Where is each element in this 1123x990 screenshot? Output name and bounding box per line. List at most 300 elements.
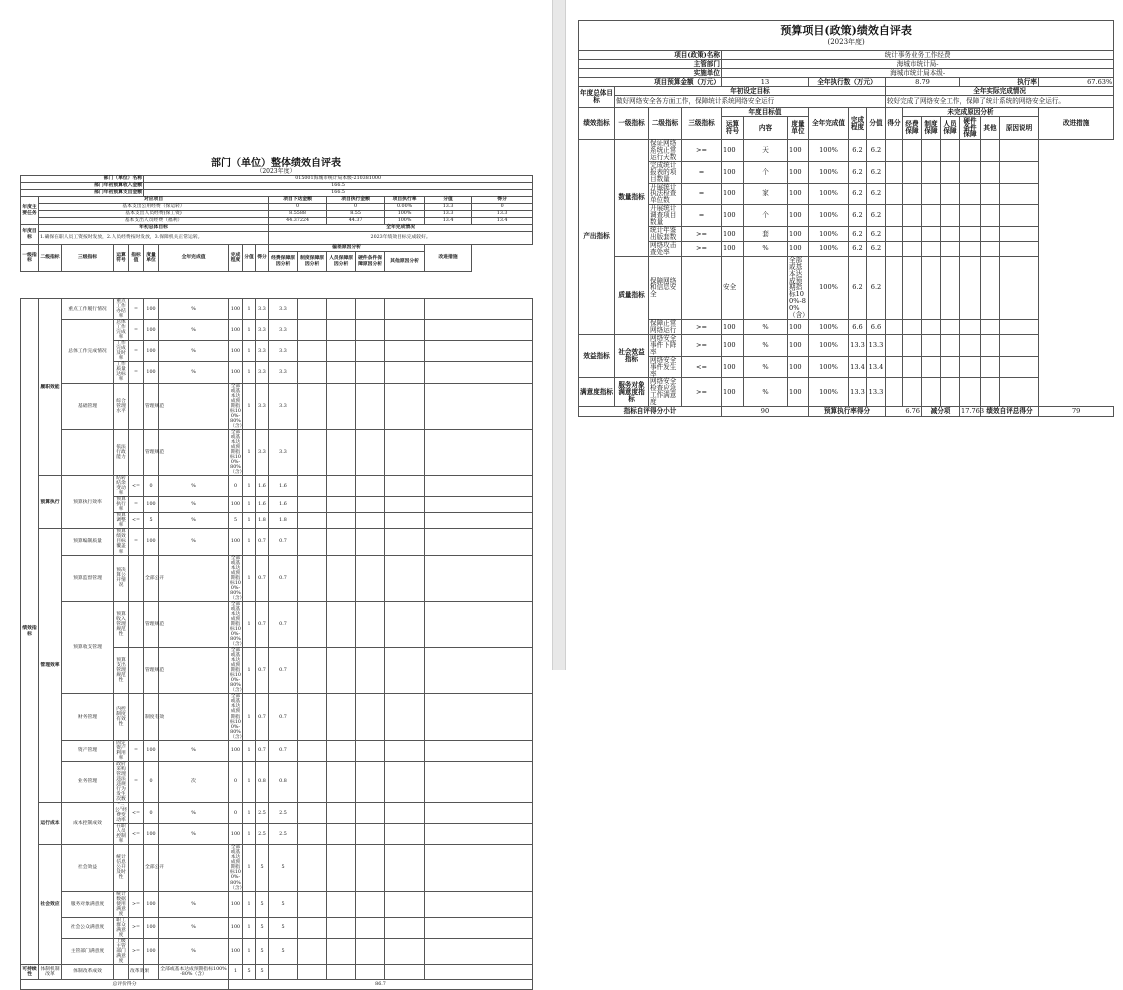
level2-cell: 基础管理 bbox=[62, 383, 114, 429]
reason-cell bbox=[903, 140, 922, 162]
value-cell bbox=[159, 601, 229, 647]
value-cell: 全部或基本达成预期指标100%-80%（含） bbox=[159, 965, 229, 980]
value-cell bbox=[159, 429, 229, 475]
reason-cell bbox=[886, 356, 903, 378]
done-cell: 100 bbox=[788, 205, 809, 227]
operator-cell: >= bbox=[682, 241, 722, 256]
value-cell: 全部或基本达成预期指标100%-80%（含） bbox=[230, 383, 245, 429]
deviation-cell bbox=[385, 761, 425, 802]
value-cell: 1 bbox=[243, 601, 256, 647]
value-cell: 1.8 bbox=[256, 513, 269, 529]
value-cell: = bbox=[129, 299, 144, 320]
right-document-page bbox=[566, 0, 1123, 670]
perf-indicator-label: 绩效指标 bbox=[21, 299, 39, 965]
value-cell bbox=[159, 648, 229, 694]
budget-rate-score-label: 预算执行率得分 bbox=[809, 407, 886, 417]
deviation-cell bbox=[425, 383, 533, 429]
value-cell: 1.6 bbox=[269, 497, 298, 513]
deviation-cell bbox=[385, 803, 425, 824]
level1-group: 履职效能 bbox=[39, 299, 62, 476]
budget-expense-value: 166.5 bbox=[144, 190, 533, 197]
col-why-desc: 原因说明 bbox=[1000, 117, 1039, 140]
deviation-cell bbox=[385, 555, 425, 601]
rate-cell: 100% bbox=[809, 161, 849, 183]
rate-cell: 100% bbox=[809, 256, 849, 319]
value-cell: 1 bbox=[243, 917, 256, 938]
score-cell: 6.2 bbox=[849, 183, 867, 205]
value-cell: 0 bbox=[144, 761, 159, 802]
left-evaluation-table bbox=[20, 175, 533, 272]
left-title: 部门（单位）整体绩效自评表 bbox=[211, 158, 341, 169]
reason-cell bbox=[960, 241, 981, 256]
value-cell: = bbox=[129, 529, 144, 555]
deviation-cell bbox=[385, 383, 425, 429]
goal-initial-text: 1.确保在职人员工资按时发放，2.人员经费按时发放，3.保障机关正常运转。 bbox=[39, 232, 269, 245]
service-satisfaction-indicator: 服务对象满意度指标 bbox=[615, 378, 649, 407]
reason-cell bbox=[960, 356, 981, 378]
level2-cell: 总体工作完成情况 bbox=[62, 320, 114, 383]
deviation-cell bbox=[356, 429, 385, 475]
indicator-row bbox=[21, 694, 533, 740]
value-cell: 0 bbox=[144, 476, 159, 497]
reason-cell bbox=[903, 205, 922, 227]
got-cell: 6.2 bbox=[867, 241, 886, 256]
level2-cell: 预算收支管理 bbox=[62, 601, 114, 694]
got-cell: 6.2 bbox=[867, 256, 886, 319]
col-why-hardware: 硬件条件保障 bbox=[960, 117, 981, 140]
deviation-cell bbox=[425, 824, 533, 845]
got-cell: 13.4 bbox=[867, 356, 886, 378]
output-indicator: 产出指标 bbox=[579, 140, 615, 335]
done-cell: 100 bbox=[788, 241, 809, 256]
level3-cell: 网络安全检查应急工作满意度 bbox=[649, 378, 682, 407]
value-cell: <= bbox=[129, 803, 144, 824]
col-target: 指标值 bbox=[129, 245, 144, 272]
deviation-cell bbox=[385, 965, 425, 980]
level3-cell: 保障网络和信息安全 bbox=[649, 256, 682, 319]
value-cell: 全部或基本达成预期指标100%-80%（含） bbox=[230, 845, 245, 891]
indicator-row bbox=[21, 429, 533, 475]
got-cell: 13.3 bbox=[867, 334, 886, 356]
value-cell: 全部公开 bbox=[144, 555, 159, 601]
deviation-cell bbox=[327, 845, 356, 891]
indicator-row bbox=[579, 356, 1114, 378]
improve-cell bbox=[425, 965, 533, 980]
value-cell: 100 bbox=[229, 740, 243, 761]
social-benefit-indicator: 社会效益指标 bbox=[615, 334, 649, 378]
deviation-cell bbox=[425, 917, 533, 938]
value-cell: 0 bbox=[144, 803, 159, 824]
content-cell: 100 bbox=[722, 205, 744, 227]
indicator-row bbox=[579, 378, 1114, 407]
reason-cell bbox=[903, 227, 922, 242]
indicator-row bbox=[21, 761, 533, 802]
deviation-cell bbox=[298, 320, 327, 341]
col-done: 全年完成值 bbox=[809, 108, 849, 140]
value-cell: 100 bbox=[229, 917, 243, 938]
annual-spent-label: 全年执行数（万元） bbox=[809, 78, 886, 87]
value-cell bbox=[129, 555, 144, 601]
value-cell: 5 bbox=[256, 938, 269, 964]
value-cell: 3.3 bbox=[256, 429, 269, 475]
col-operator: 运算符号 bbox=[722, 117, 744, 140]
level3-cell: 预算收入管理规范性 bbox=[114, 601, 129, 647]
reason-cell bbox=[922, 320, 941, 335]
reason-cell bbox=[903, 256, 922, 319]
deviation-cell bbox=[356, 845, 385, 891]
level3-cell: 保障正常网络运行 bbox=[649, 320, 682, 335]
unit-cell: 套 bbox=[744, 227, 788, 242]
rate-cell: 100% bbox=[809, 356, 849, 378]
indicator-row bbox=[579, 334, 1114, 356]
deviation-cell bbox=[385, 529, 425, 555]
deviation-cell bbox=[298, 845, 327, 891]
deviation-cell bbox=[327, 429, 356, 475]
value-cell: 全部或基本达成预期指标100%-80%（含） bbox=[230, 555, 245, 601]
total-score-value: 86.7 bbox=[229, 980, 533, 990]
value-cell: 0.7 bbox=[269, 740, 298, 761]
value-cell: 1 bbox=[243, 299, 256, 320]
score-cell: 6.2 bbox=[849, 161, 867, 183]
unit-cell: % bbox=[744, 320, 788, 335]
deviation-cell bbox=[327, 694, 356, 740]
value-cell: 0.7 bbox=[269, 694, 298, 740]
value-cell: 1 bbox=[243, 891, 256, 917]
level3-cell: 保证网络系统正常运行天数 bbox=[649, 140, 682, 162]
deviation-cell bbox=[298, 761, 327, 802]
done-cell: 100 bbox=[788, 161, 809, 183]
value-cell: 1 bbox=[243, 529, 256, 555]
col-dev-system: 制度保障原因分析 bbox=[298, 252, 327, 272]
level2-cell: 体制机制改革 bbox=[39, 965, 62, 980]
deviation-cell bbox=[385, 320, 425, 341]
done-cell: 100 bbox=[788, 320, 809, 335]
got-cell: 6.6 bbox=[867, 320, 886, 335]
col-got: 得分 bbox=[886, 108, 903, 140]
content-cell: 安全 bbox=[722, 256, 744, 319]
level2-cell: 重点工作履行情况 bbox=[62, 299, 114, 320]
reason-cell bbox=[981, 227, 1000, 242]
content-cell: 100 bbox=[722, 161, 744, 183]
value-cell: 0.7 bbox=[269, 601, 298, 647]
value-cell: 5 bbox=[256, 965, 269, 980]
level3-cell: 统计数据使用满意度 bbox=[114, 891, 129, 917]
level3-cell: 开展统计调查项目数量 bbox=[649, 205, 682, 227]
value-cell: 1 bbox=[243, 761, 256, 802]
value-cell: 5 bbox=[256, 845, 269, 891]
final-score-value: 79 bbox=[1039, 407, 1114, 417]
level3-cell: 网络安全事件发生率 bbox=[649, 356, 682, 378]
col-why-funding: 经费保障 bbox=[903, 117, 922, 140]
value-cell: 100 bbox=[229, 299, 243, 320]
deviation-cell bbox=[356, 761, 385, 802]
value-cell: 0.7 bbox=[256, 740, 269, 761]
improve-cell bbox=[1000, 356, 1039, 378]
right-year: (2023年度) bbox=[827, 37, 865, 46]
deviation-cell bbox=[327, 320, 356, 341]
value-cell: 1.8 bbox=[269, 513, 298, 529]
value-cell: 全部或基本达成预期指标100%-80%（含） bbox=[230, 429, 245, 476]
deviation-cell bbox=[327, 341, 356, 362]
left-document-page bbox=[0, 0, 552, 987]
level3-cell: 体制改革成效 bbox=[62, 965, 114, 980]
deviation-cell bbox=[356, 362, 385, 383]
value-cell: 100 bbox=[144, 497, 159, 513]
improve-cell bbox=[1000, 161, 1039, 183]
deviation-cell bbox=[425, 513, 533, 529]
reason-cell bbox=[886, 241, 903, 256]
deviation-cell bbox=[356, 383, 385, 429]
unit-cell: 个 bbox=[744, 161, 788, 183]
done-cell: 100 bbox=[788, 140, 809, 162]
level3-cell: 总体工作完成率 bbox=[114, 320, 129, 341]
col-improve: 改进措施 bbox=[1039, 108, 1114, 140]
reason-cell bbox=[960, 161, 981, 183]
deviation-cell bbox=[356, 694, 385, 740]
indicator-row bbox=[21, 740, 533, 761]
value-cell: 3.3 bbox=[269, 429, 298, 475]
value-cell: % bbox=[159, 362, 229, 383]
level3-cell: 网络攻击查处率 bbox=[649, 241, 682, 256]
value-cell: 5 bbox=[256, 891, 269, 917]
improve-cell bbox=[1000, 378, 1039, 407]
deviation-cell bbox=[356, 803, 385, 824]
reason-cell bbox=[941, 161, 960, 183]
total-score-label: 总评价得分 bbox=[21, 980, 229, 990]
final-score-label: 绩效自评总得分 bbox=[981, 407, 1039, 417]
quality-indicator: 质量指标 bbox=[615, 256, 649, 334]
value-cell: >= bbox=[129, 938, 144, 964]
score-cell: 13.3 bbox=[849, 378, 867, 407]
deviation-cell bbox=[327, 740, 356, 761]
indicator-row bbox=[579, 227, 1114, 242]
reason-cell bbox=[922, 256, 941, 319]
value-cell: 100 bbox=[144, 891, 159, 917]
perf-indicator-label: 绩效指标 bbox=[579, 108, 615, 140]
indicator-row bbox=[21, 601, 533, 647]
reason-cell bbox=[903, 320, 922, 335]
value-cell: 1 bbox=[243, 824, 256, 845]
deduction-value: 17.763 bbox=[961, 407, 985, 416]
value-cell: % bbox=[159, 513, 229, 529]
reason-cell bbox=[960, 334, 981, 356]
deviation-cell bbox=[356, 891, 385, 917]
deviation-cell bbox=[298, 917, 327, 938]
value-cell: <= bbox=[129, 513, 144, 529]
value-cell: 1 bbox=[243, 429, 256, 475]
value-cell: 1.6 bbox=[256, 497, 269, 513]
score-cell: 6.2 bbox=[849, 241, 867, 256]
deviation-cell bbox=[356, 601, 385, 647]
reason-cell bbox=[981, 334, 1000, 356]
level2-cell: 主管部门满意度 bbox=[62, 938, 114, 964]
operator-cell bbox=[682, 256, 722, 319]
col-done: 全年完成值 bbox=[159, 245, 229, 272]
reason-cell bbox=[922, 356, 941, 378]
operator-cell: = bbox=[682, 161, 722, 183]
deviation-cell bbox=[425, 601, 533, 647]
deviation-cell bbox=[385, 891, 425, 917]
reason-cell bbox=[941, 320, 960, 335]
reason-cell bbox=[981, 161, 1000, 183]
operator-cell: = bbox=[682, 183, 722, 205]
value-cell: >= bbox=[129, 917, 144, 938]
value-cell bbox=[114, 965, 129, 980]
deviation-cell bbox=[327, 917, 356, 938]
value-cell: 1.6 bbox=[269, 476, 298, 497]
reason-cell bbox=[922, 378, 941, 407]
task-col-executed: 项目执行金额 bbox=[327, 197, 385, 204]
supervisor-value: 海城市统计局- bbox=[722, 60, 1114, 69]
deviation-cell bbox=[385, 601, 425, 647]
rate-cell: 100% bbox=[809, 205, 849, 227]
deviation-cell bbox=[425, 362, 533, 383]
level3-cell: 统计信息公开及时性 bbox=[114, 845, 129, 891]
task-col-got: 得分 bbox=[472, 197, 533, 204]
level2-cell: 社会公众满意度 bbox=[62, 917, 114, 938]
improve-cell bbox=[1000, 205, 1039, 227]
budget-rate-score-value: 6.76 bbox=[886, 407, 922, 417]
deviation-cell bbox=[298, 965, 327, 980]
col-level1: 一级指标 bbox=[615, 108, 649, 140]
deviation-cell bbox=[356, 965, 385, 980]
got-cell: 6.2 bbox=[867, 227, 886, 242]
col-operator: 运算符号 bbox=[114, 245, 129, 272]
left-year: （2023年度） bbox=[256, 168, 296, 175]
value-cell: 1 bbox=[243, 513, 256, 529]
reason-cell bbox=[922, 161, 941, 183]
deviation-cell bbox=[356, 476, 385, 497]
value-cell: 100 bbox=[144, 938, 159, 964]
col-unit: 度量单位 bbox=[144, 245, 159, 272]
reason-cell bbox=[960, 320, 981, 335]
reason-cell bbox=[960, 140, 981, 162]
supervisor-label: 主管部门 bbox=[579, 60, 722, 69]
deviation-cell bbox=[425, 555, 533, 601]
operator-cell: >= bbox=[682, 320, 722, 335]
reason-cell bbox=[922, 241, 941, 256]
level1-group: 社会效应 bbox=[39, 845, 62, 965]
project-name-value: 统计事务业务工作经费 bbox=[722, 51, 1114, 60]
improve-cell bbox=[1000, 241, 1039, 256]
deviation-cell bbox=[425, 803, 533, 824]
value-cell: % bbox=[159, 803, 229, 824]
value-cell: 3.3 bbox=[269, 320, 298, 341]
value-cell: 100 bbox=[229, 529, 243, 555]
value-cell: 5 bbox=[269, 891, 298, 917]
level3-cell: “三公”经费变动率 bbox=[115, 803, 128, 824]
value-cell: = bbox=[129, 341, 144, 362]
level3-cell: 结转结余变动率 bbox=[114, 476, 129, 497]
indicator-row bbox=[579, 183, 1114, 205]
value-cell: % bbox=[159, 320, 229, 341]
deviation-cell bbox=[425, 845, 533, 891]
col-why: 未完成原因分析 bbox=[903, 108, 1039, 117]
reason-cell bbox=[922, 183, 941, 205]
value-cell: 0.8 bbox=[269, 761, 298, 802]
dept-name-label: 部门（单位）名称 bbox=[21, 176, 144, 183]
level2-cell: 社会效益 bbox=[62, 845, 114, 891]
level2-cell: 财务管理 bbox=[62, 694, 114, 740]
deviation-cell bbox=[385, 476, 425, 497]
task-col-score: 分值 bbox=[425, 197, 472, 204]
annual-task-label: 年度主要任务 bbox=[21, 197, 39, 225]
operator-cell: >= bbox=[682, 140, 722, 162]
level2-cell: 服务对象满意度 bbox=[62, 891, 114, 917]
deviation-cell bbox=[385, 824, 425, 845]
value-cell: = bbox=[129, 497, 144, 513]
level2-cell bbox=[62, 429, 114, 475]
satisfaction-indicator: 满意度指标 bbox=[579, 378, 615, 407]
value-cell: 0.7 bbox=[256, 529, 269, 555]
value-cell: 100 bbox=[229, 497, 243, 513]
value-cell: 1 bbox=[243, 555, 256, 601]
value-cell: = bbox=[129, 761, 144, 802]
value-cell: 5 bbox=[269, 845, 298, 891]
task-row: 基本支出人员经费(保工资) 8.5588 8.55 100% 13.3 13.3 bbox=[21, 211, 533, 218]
value-cell: % bbox=[159, 891, 229, 917]
deviation-cell bbox=[356, 938, 385, 964]
deviation-cell bbox=[356, 299, 385, 320]
right-evaluation-table bbox=[578, 20, 1114, 417]
reason-cell bbox=[981, 320, 1000, 335]
score-cell: 6.2 bbox=[849, 227, 867, 242]
value-cell bbox=[129, 648, 144, 694]
task-row: 基本支出公用经费（保运转） 0 0 0.00% 13.3 0 bbox=[21, 204, 533, 211]
improve-cell bbox=[1000, 183, 1039, 205]
subtotal-value: 90 bbox=[722, 407, 809, 417]
unit-cell: 个 bbox=[744, 205, 788, 227]
deviation-cell bbox=[425, 740, 533, 761]
rate-cell: 100% bbox=[809, 334, 849, 356]
project-name-label: 项目(政策)名称 bbox=[579, 51, 722, 60]
deviation-cell bbox=[385, 845, 425, 891]
deviation-cell bbox=[327, 529, 356, 555]
deviation-cell bbox=[327, 362, 356, 383]
deviation-cell bbox=[327, 803, 356, 824]
indicator-row bbox=[21, 891, 533, 917]
budget-expense-label: 部门年初预算支出金额 bbox=[21, 190, 144, 197]
value-cell bbox=[129, 845, 144, 891]
deviation-cell bbox=[356, 917, 385, 938]
level1-group: 管理效率 bbox=[39, 529, 62, 803]
level2-cell: 资产管理 bbox=[62, 740, 114, 761]
deviation-cell bbox=[385, 938, 425, 964]
level3-cell: 预算绩效目标覆盖率 bbox=[114, 529, 129, 555]
value-cell: 2.5 bbox=[269, 803, 298, 824]
score-cell: 6.2 bbox=[849, 140, 867, 162]
done-cell: 100 bbox=[788, 334, 809, 356]
value-cell bbox=[129, 601, 144, 647]
deviation-cell bbox=[327, 965, 356, 980]
content-cell: 100 bbox=[722, 227, 744, 242]
value-cell: 1 bbox=[243, 476, 256, 497]
deviation-cell bbox=[298, 383, 327, 429]
level3-cell: 综合管理水平 bbox=[114, 383, 129, 429]
indicator-row bbox=[21, 476, 533, 497]
value-cell: 管理规范 bbox=[144, 429, 159, 475]
execution-rate-label: 执行率 bbox=[960, 78, 1039, 87]
level2-cell: 成本控制成效 bbox=[62, 803, 114, 845]
value-cell: % bbox=[159, 341, 229, 362]
value-cell: 0.8 bbox=[256, 761, 269, 802]
deviation-cell bbox=[298, 299, 327, 320]
value-cell: 100 bbox=[229, 341, 243, 362]
deviation-cell bbox=[425, 529, 533, 555]
value-cell bbox=[129, 694, 144, 740]
reason-cell bbox=[981, 241, 1000, 256]
deviation-cell bbox=[425, 476, 533, 497]
